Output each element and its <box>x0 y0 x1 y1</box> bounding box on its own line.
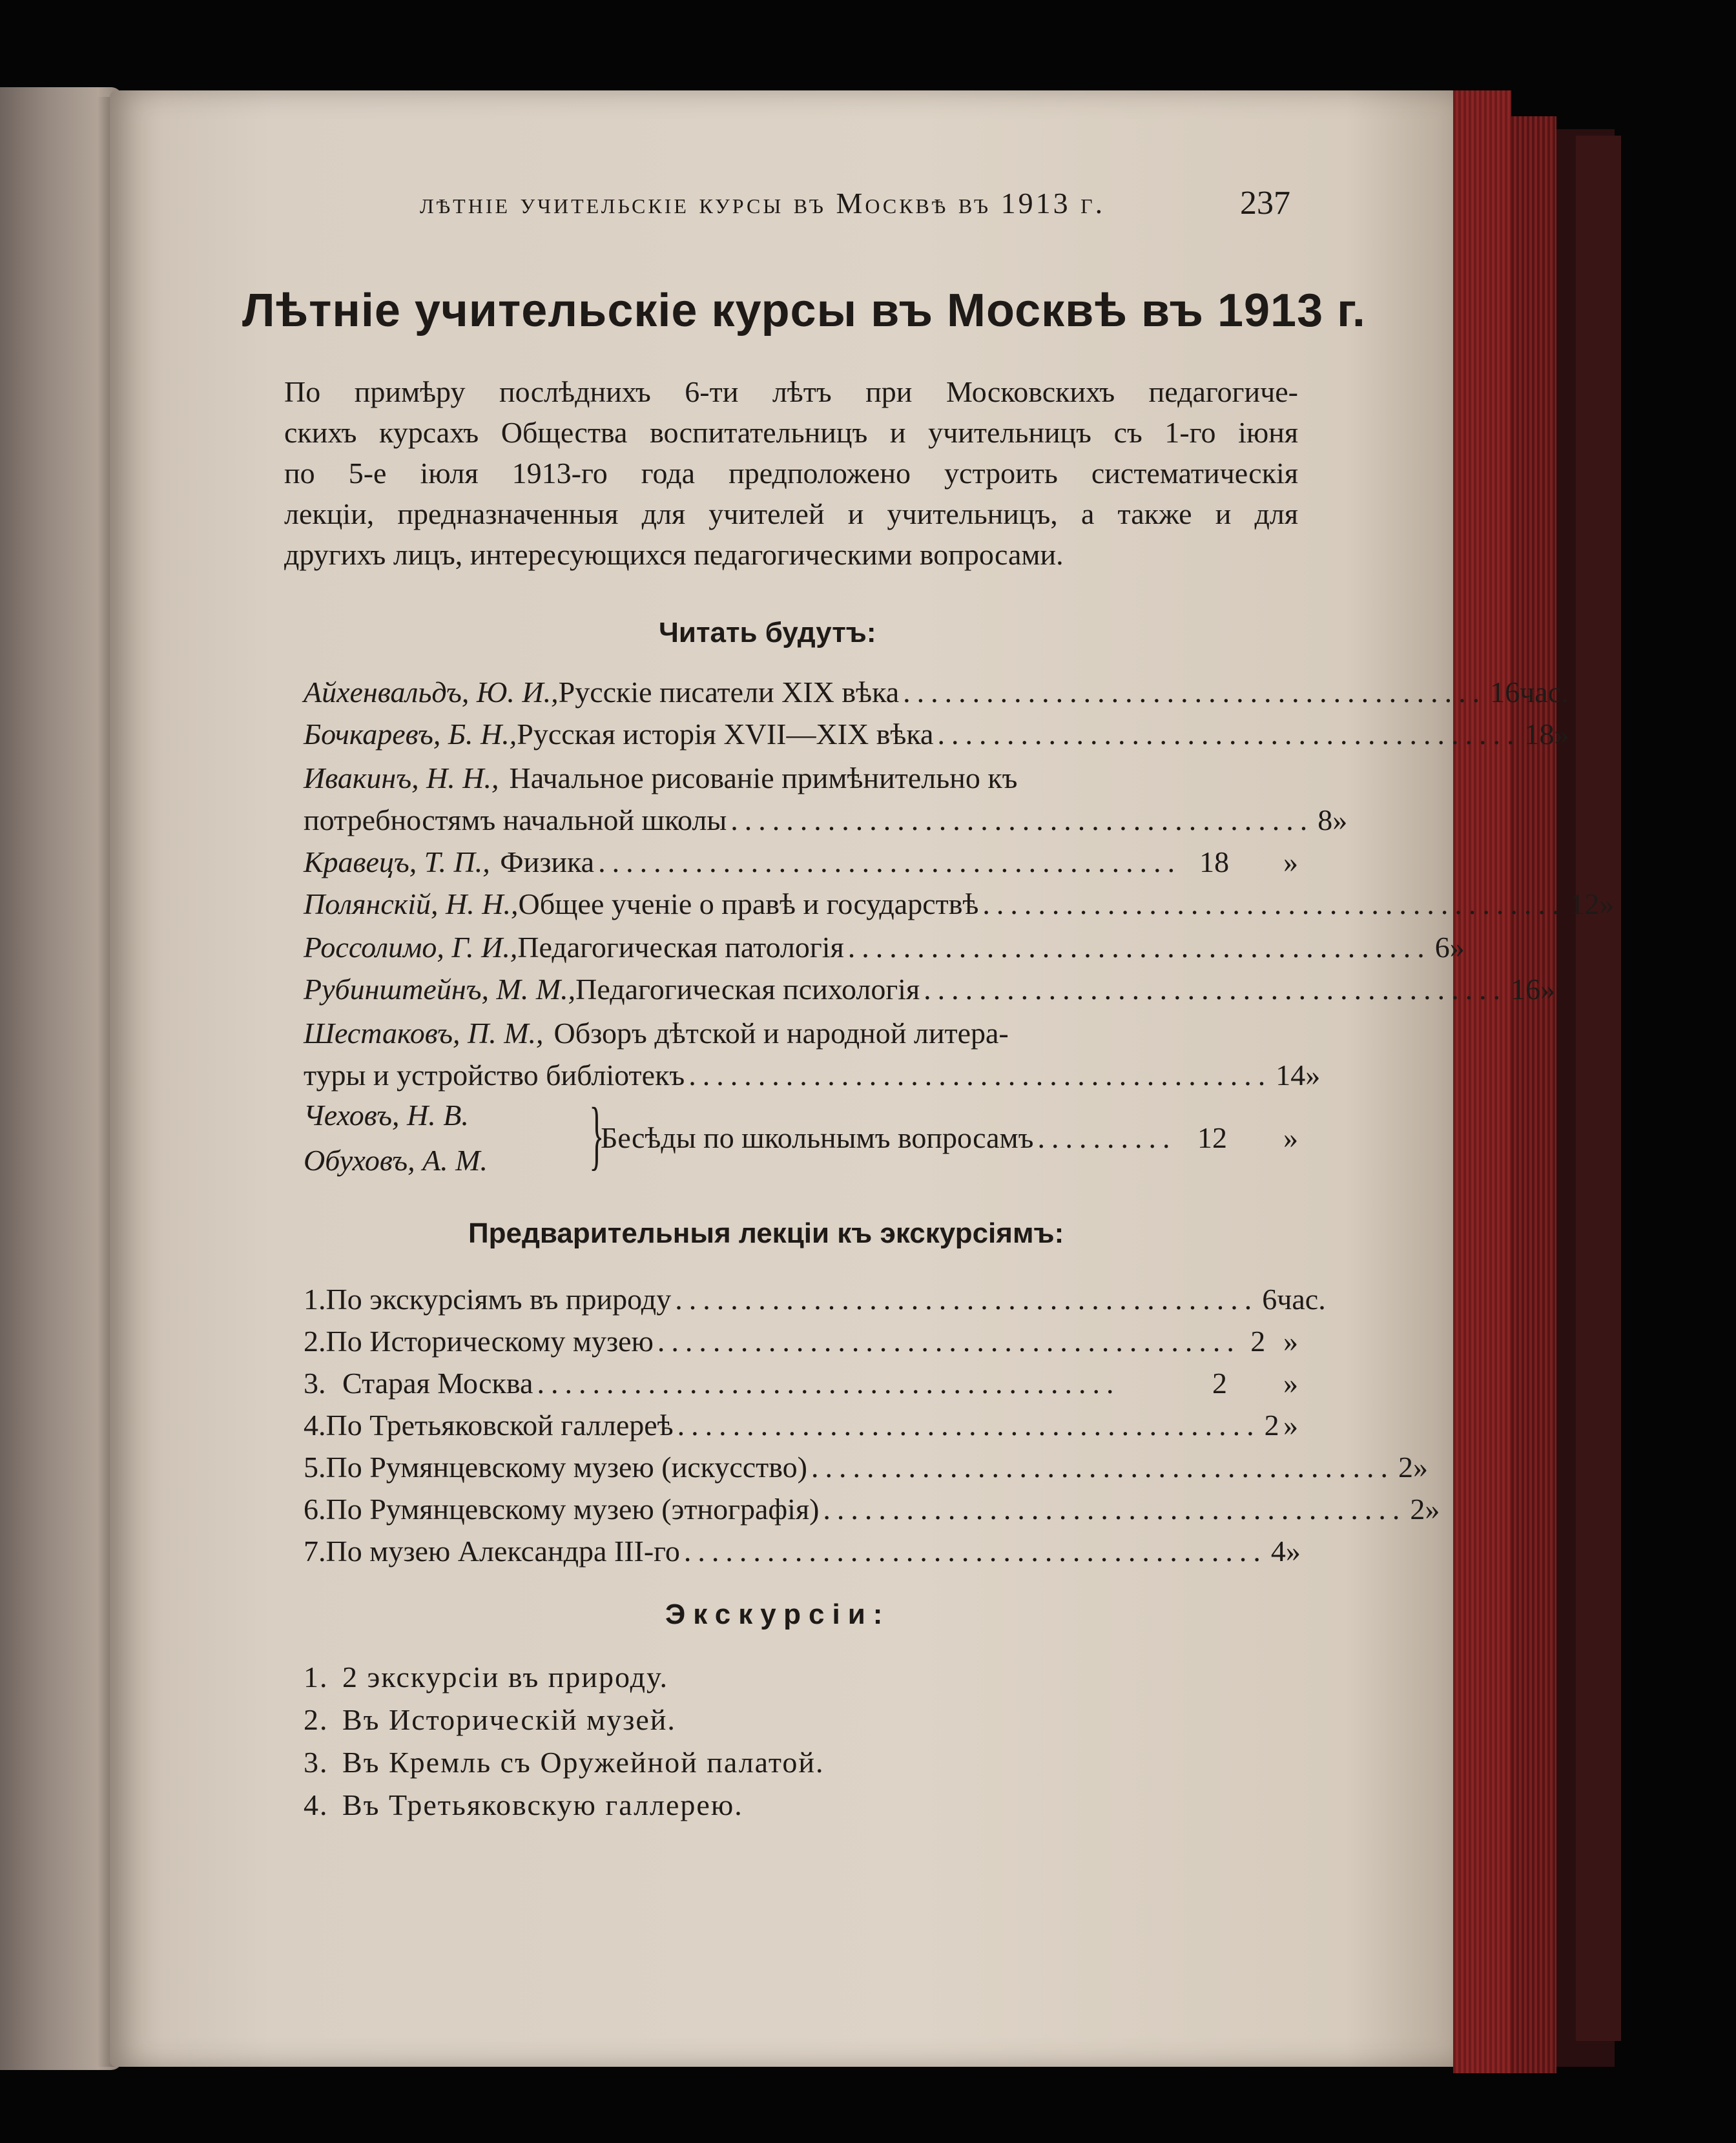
lecture-hours: 18 <box>1524 718 1555 751</box>
page-number: 237 <box>1240 185 1290 222</box>
prelim-topic: Старая Москва <box>342 1367 533 1400</box>
intro-line: скихъ курсахъ Общества воспитательницъ и учительницъ съ 1-го іюня <box>284 416 1298 449</box>
prelim-number: 5. <box>304 1451 326 1484</box>
lecture-topic: Общее ученіе о правѣ и государствѣ <box>518 887 979 920</box>
page-title: Лѣтніе учительскіе курсы въ Москвѣ въ 1913 г. <box>242 285 1366 336</box>
lecturer-row <box>304 972 1556 1006</box>
lecturer-row <box>304 845 1298 879</box>
leader-dots: .......................................... <box>937 718 1521 751</box>
lecture-topic: Педагогическая патологія <box>517 931 844 964</box>
leader-dots: .......................................... <box>537 1367 1121 1400</box>
prelim-hours: 2 <box>1264 1409 1279 1442</box>
excursion-row <box>304 1745 1298 1779</box>
leader-dots: .......................................... <box>811 1451 1395 1484</box>
excursion-row <box>304 1788 1298 1822</box>
leader-dots: .......................................... <box>675 1283 1259 1316</box>
lecture-topic: Русская исторія XVII—XIX вѣка <box>517 718 934 751</box>
prelim-row <box>304 1366 1298 1400</box>
lecture-hours: 18 <box>1199 845 1230 878</box>
lecturer-name: Шестаковъ, П. М., <box>304 1017 544 1050</box>
leader-dots: .......................................... <box>730 803 1314 836</box>
lecture-unit: » <box>1449 931 1465 964</box>
lecture-unit: » <box>1540 973 1556 1006</box>
prelim-number: 2. <box>304 1325 326 1358</box>
prelim-unit: » <box>1413 1451 1429 1484</box>
prelim-row <box>304 1408 1298 1442</box>
prelim-row <box>304 1492 1440 1526</box>
leader-dots: .......................................... <box>598 845 1182 878</box>
leader-dots: .......................................... <box>688 1059 1272 1092</box>
excursion-text: Въ Кремль съ Оружейной палатой. <box>342 1746 825 1779</box>
lecture-topic: потребностямъ начальной школы <box>304 803 727 836</box>
intro-line: По примѣру послѣднихъ 6-ти лѣтъ при Московскихъ педагогиче- <box>284 375 1298 408</box>
lecture-unit: » <box>1305 1059 1321 1092</box>
lecture-unit: » <box>1599 887 1615 920</box>
leader-dots: .......................................... <box>924 973 1507 1006</box>
prelim-topic: По музею Александра III-го <box>326 1535 680 1568</box>
intro-line: лекціи, предназначенныя для учителей и учительницъ, а также и для <box>284 497 1298 530</box>
intro-line: по 5-е іюля 1913-го года предположено устроить систематическія <box>284 457 1298 490</box>
excursion-row <box>304 1703 1298 1737</box>
lecture-topic: Физика <box>500 845 595 878</box>
lecturer-name: Полянскій, Н. Н., <box>304 887 519 920</box>
leader-dots: .......................................... <box>903 676 1487 709</box>
spacer <box>544 1016 554 1050</box>
prelim-number: 4. <box>304 1409 326 1442</box>
excursion-text: 2 экскурсіи въ природу. <box>342 1661 668 1693</box>
lecture-topic: туры и устройство библіотекъ <box>304 1059 685 1092</box>
lecture-topic: Начальное рисованіе примѣнительно къ <box>509 761 1018 794</box>
lecturer-row <box>304 1016 1298 1050</box>
prelim-row <box>304 1282 1326 1316</box>
prelim-row <box>304 1534 1301 1568</box>
leader-dots: .......... <box>1037 1121 1177 1154</box>
excursion-number: 4. <box>304 1788 329 1821</box>
joint-name: Чеховъ, Н. В. <box>304 1099 469 1132</box>
excursion-number: 3. <box>304 1746 329 1779</box>
lecture-hours: 16 <box>1511 973 1541 1006</box>
prelim-topic: По экскурсіямъ въ природу <box>326 1283 672 1316</box>
running-head: лѣтніе учительскіе курсы въ Москвѣ въ 1913 г. <box>420 187 1106 220</box>
joint-name: Обуховъ, А. М. <box>304 1144 488 1177</box>
prelim-unit: » <box>1425 1493 1440 1526</box>
lecture-topic: Педагогическая психологія <box>575 973 920 1006</box>
brace-symbol: } <box>589 1092 604 1177</box>
lecturer-name: Кравецъ, Т. П., <box>304 845 490 878</box>
lecture-hours: 6 <box>1434 931 1450 964</box>
prelim-heading: Предварительныя лекціи къ экскурсіямъ: <box>468 1217 1064 1249</box>
lecturer-row <box>304 1058 1321 1092</box>
leader-dots: .......................................... <box>823 1493 1407 1526</box>
joint-unit: » <box>1283 1121 1298 1154</box>
lecture-unit: » <box>1283 845 1298 878</box>
excursion-row <box>304 1660 1298 1694</box>
lecture-hours: 16 <box>1490 676 1520 709</box>
prelim-topic: По Историческому музею <box>326 1325 654 1358</box>
prelim-hours: 2 <box>1410 1493 1425 1526</box>
leader-dots: .......................................... <box>677 1409 1261 1442</box>
lecturer-name: Айхенвальдъ, Ю. И., <box>304 676 559 709</box>
excursion-number: 1. <box>304 1661 329 1693</box>
prelim-number: 3. <box>304 1367 326 1400</box>
joint-topic: Бесѣды по школьнымъ вопросамъ <box>601 1121 1034 1154</box>
leader-dots: .......................................... <box>657 1325 1241 1358</box>
prelim-topic: По Третьяковской галлереѣ <box>326 1409 674 1442</box>
lecturer-row <box>304 803 1348 837</box>
lecture-unit: час. <box>1520 676 1569 709</box>
prelim-hours: 4 <box>1270 1535 1286 1568</box>
prelim-row <box>304 1450 1429 1484</box>
joint-hours: 12 <box>1197 1121 1227 1154</box>
lecturer-name: Рубинштейнъ, М. М., <box>304 973 576 1006</box>
prelim-unit: час. <box>1277 1283 1326 1316</box>
intro-line: другихъ лицъ, интересующихся педагогическими вопросами. <box>284 538 1064 571</box>
lecture-hours: 14 <box>1276 1059 1306 1092</box>
lecture-unit: » <box>1332 803 1348 836</box>
intro-paragraph <box>284 371 1298 575</box>
lecture-topic: Обзоръ дѣтской и народной литера- <box>553 1017 1009 1050</box>
lecturer-name: Россолимо, Г. И., <box>304 931 518 964</box>
prelim-hours: 2 <box>1398 1451 1414 1484</box>
leader-dots: .......................................... <box>982 887 1566 920</box>
excursion-text: Въ Историческій музей. <box>342 1703 676 1736</box>
excursion-number: 2. <box>304 1703 329 1736</box>
spacer <box>490 845 501 879</box>
lecture-topic: Русскіе писатели XIX вѣка <box>558 676 900 709</box>
prelim-topic: По Румянцевскому музею (искусство) <box>326 1451 808 1484</box>
lecture-hours: 12 <box>1569 887 1600 920</box>
prelim-hours: 2 <box>1212 1367 1227 1400</box>
leader-dots: .......................................... <box>683 1535 1267 1568</box>
lecturer-row <box>304 887 1615 921</box>
prelim-number: 1. <box>304 1283 326 1316</box>
lecture-unit: » <box>1554 718 1569 751</box>
lecturer-name: Бочкаревъ, Б. Н., <box>304 718 517 751</box>
prelim-unit: » <box>1283 1409 1298 1442</box>
prelim-hours: 6 <box>1262 1283 1277 1316</box>
prelim-unit: » <box>1283 1325 1298 1358</box>
lecturer-name: Ивакинъ, Н. Н., <box>304 761 499 794</box>
prelim-topic: По Румянцевскому музею (этнографія) <box>326 1493 820 1526</box>
lecturers-heading: Читать будутъ: <box>659 617 876 648</box>
prelim-unit: » <box>1285 1535 1301 1568</box>
lecturer-row <box>304 761 1298 795</box>
spacer <box>499 761 510 795</box>
lecturer-row <box>304 717 1569 751</box>
excursion-text: Въ Третьяковскую галлерею. <box>342 1788 743 1821</box>
lecturer-row <box>304 675 1569 709</box>
leader-dots: .......................................... <box>847 931 1431 964</box>
prelim-number: 7. <box>304 1535 326 1568</box>
excursions-heading: Экскурсіи: <box>665 1599 891 1630</box>
lecture-hours: 8 <box>1318 803 1333 836</box>
joint-topic-row <box>601 1121 1298 1155</box>
prelim-hours: 2 <box>1250 1325 1266 1358</box>
prelim-number: 6. <box>304 1493 326 1526</box>
prelim-row <box>304 1324 1298 1358</box>
lecturer-row <box>304 930 1465 964</box>
prelim-unit: » <box>1283 1367 1298 1400</box>
